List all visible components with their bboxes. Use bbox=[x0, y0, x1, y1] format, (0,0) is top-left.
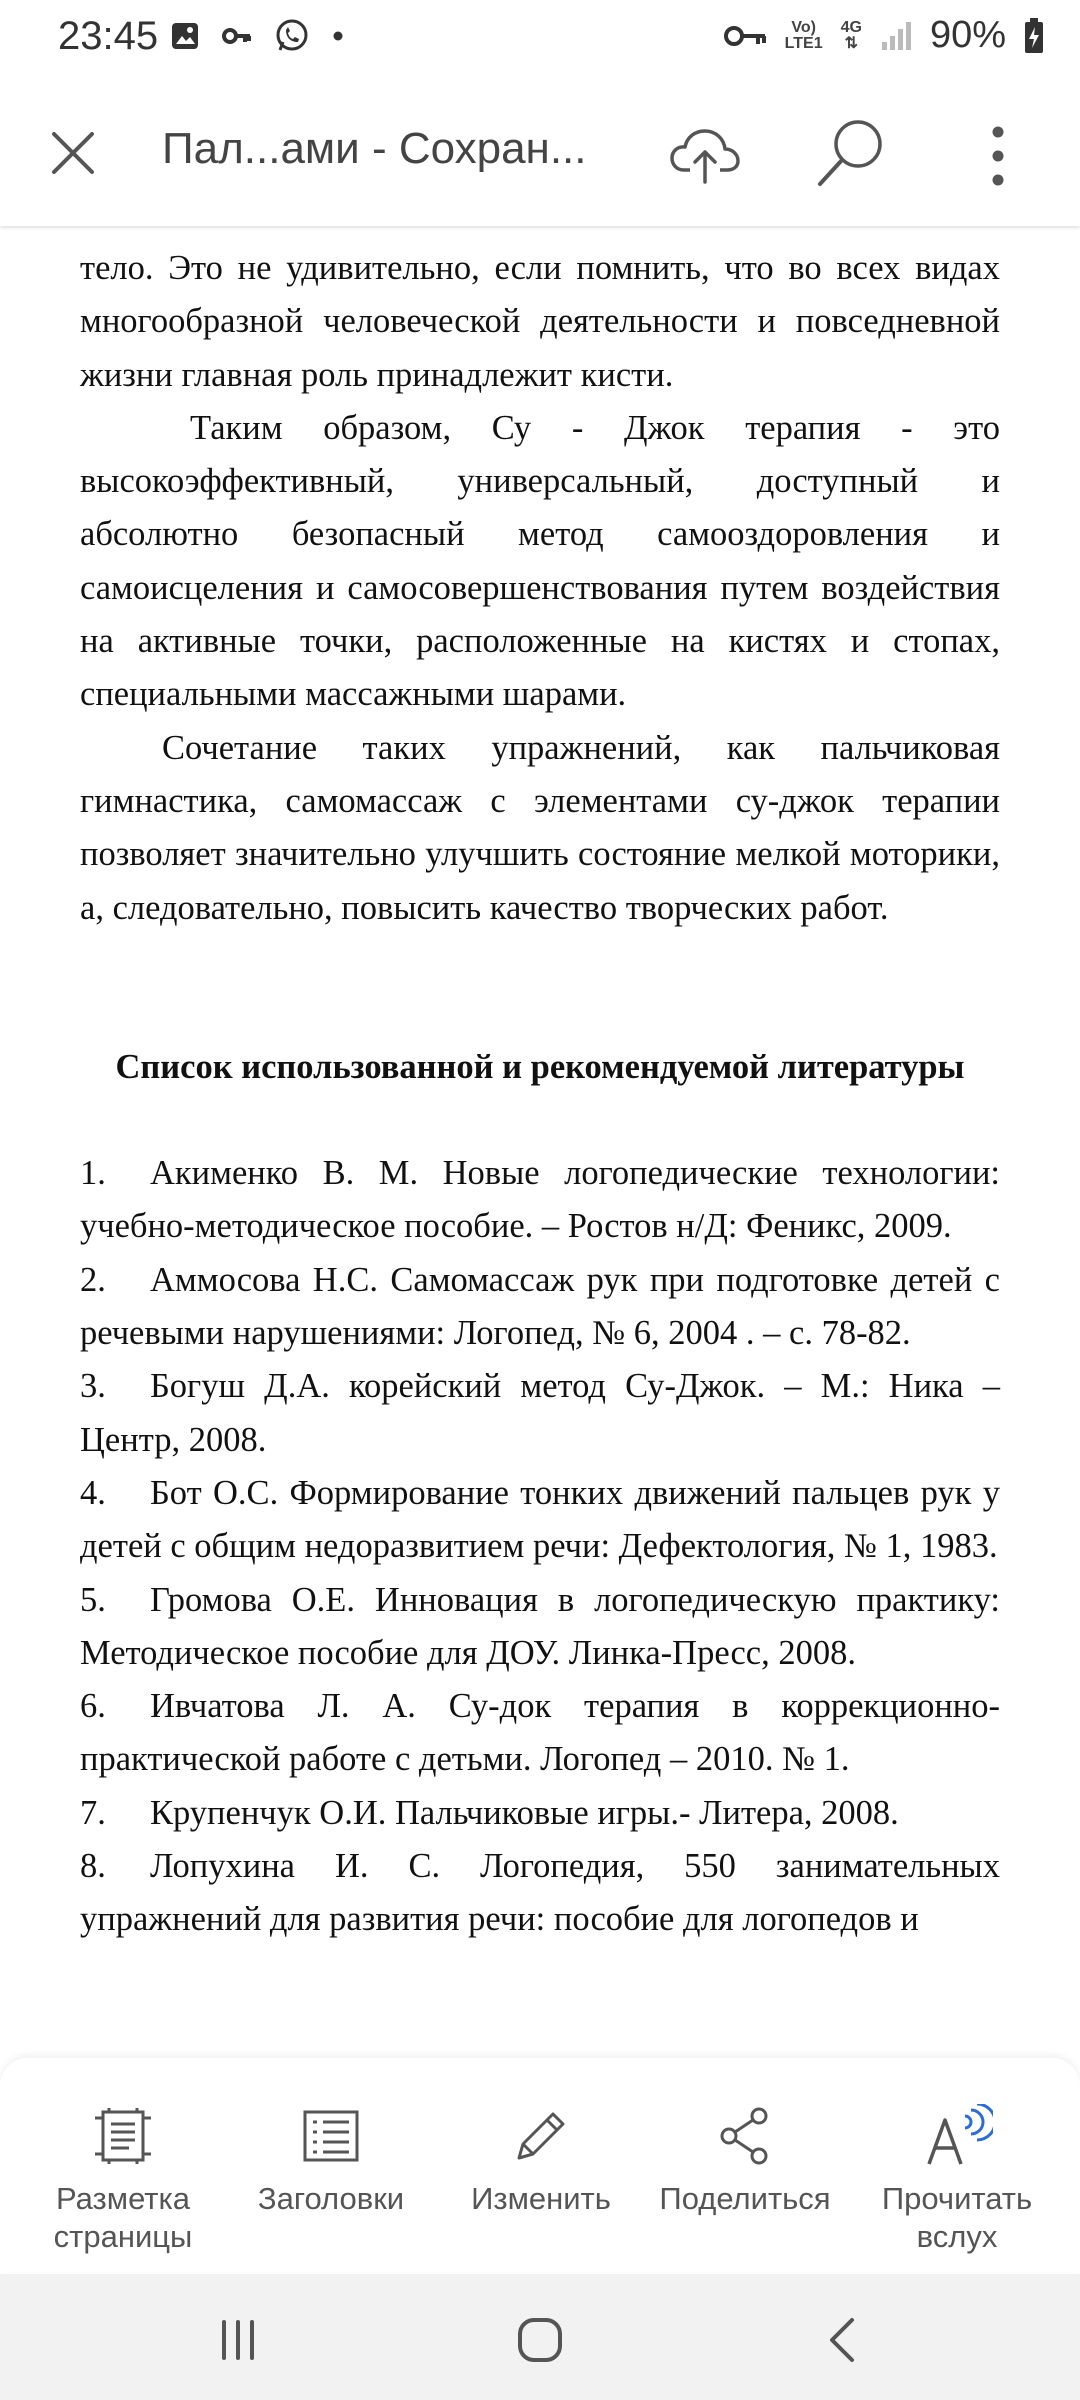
status-bar bbox=[0, 0, 1080, 80]
headings-icon bbox=[299, 2104, 363, 2168]
whatsapp-icon bbox=[274, 18, 310, 54]
headings-button[interactable] bbox=[226, 2104, 436, 2218]
references-list bbox=[80, 1147, 1000, 1946]
gallery-icon bbox=[170, 21, 200, 51]
share-label: Поделиться bbox=[659, 2181, 831, 2216]
list-item: 3. Богуш Д.А. корейский метод Су-Джок. – М.: Ника – Центр, 2008. bbox=[80, 1367, 1000, 1459]
status-time: 23:45 bbox=[58, 14, 159, 58]
read-aloud-icon bbox=[921, 2104, 993, 2168]
battery-percent: 90% bbox=[929, 14, 1006, 56]
share-icon bbox=[713, 2104, 777, 2168]
list-item: 2. Аммосова Н.С. Самомассаж рук при подготовке детей с речевыми нарушениями: Логопед, № 6, 2004 . – с. 78-82. bbox=[80, 1260, 1000, 1353]
recent-apps-icon[interactable] bbox=[210, 2312, 266, 2368]
list-item: 7. Крупенчук О.И. Пальчиковые игры.- Литера, 2008. bbox=[80, 1793, 899, 1832]
read-aloud-button[interactable] bbox=[852, 2104, 1062, 2256]
document-viewer[interactable] bbox=[0, 226, 1080, 2056]
share-button[interactable] bbox=[640, 2104, 850, 2218]
app-toolbar bbox=[0, 80, 1080, 226]
battery-charging-icon bbox=[1024, 18, 1044, 54]
paragraph: Таким образом, Су - Джок терапия - это высокоэффективный, универсальный, доступный и абсолютно безопасный метод самооздоровления и самоисцеления и самосовершенствования путем воздействия на активные точки, расположенные на кистях и стопах, специальными массажными шарами. bbox=[80, 408, 1000, 714]
more-options-icon[interactable] bbox=[974, 120, 1022, 192]
system-navigation-bar bbox=[0, 2274, 1080, 2400]
signal-icon bbox=[880, 20, 912, 52]
dot-icon bbox=[332, 30, 344, 42]
search-icon[interactable] bbox=[814, 116, 888, 190]
page-layout-button[interactable] bbox=[18, 2104, 228, 2256]
home-icon[interactable] bbox=[508, 2312, 572, 2368]
edit-button[interactable] bbox=[436, 2104, 646, 2218]
paragraph: тело. Это не удивительно, если помнить, что во всех видах многообразной человеческой деятельности и повседневной жизни главная роль принадлежит кисти. bbox=[80, 249, 1000, 394]
page-layout-icon bbox=[91, 2104, 155, 2168]
paragraph: Сочетание таких упражнений, как пальчиковая гимнастика, самомассаж с элементами су-джок терапии позволяет значительно улучшить состояние мелкой моторики, а, следовательно, повысить качество творческих работ. bbox=[80, 728, 1000, 927]
cloud-upload-icon[interactable] bbox=[668, 120, 742, 194]
list-item: 6. Ивчатова Л. А. Су-док терапия в коррекционно-практической работе с детьми. Логопед – 2010. № 1. bbox=[80, 1687, 1000, 1779]
list-item: 5. Громова О.Е. Инновация в логопедическую практику: Методическое пособие для ДОУ. Линка-Пресс, 2008. bbox=[80, 1580, 1000, 1672]
key-icon bbox=[222, 21, 252, 51]
headings-label: Заголовки bbox=[257, 2181, 405, 2216]
data-indicator: 4G ⇅ bbox=[840, 18, 862, 52]
page-layout-label: Разметка страницы bbox=[53, 2181, 193, 2254]
list-item: 1. Акименко В. М. Новые логопедические технологии: учебно-методическое пособие. – Ростов н/Д: Феникс, 2009. bbox=[80, 1154, 1000, 1246]
document-title[interactable]: Пал...ами - Сохран... bbox=[162, 124, 587, 173]
pencil-icon bbox=[509, 2104, 573, 2168]
read-aloud-label: Прочитать вслух bbox=[881, 2181, 1033, 2254]
bottom-action-bar bbox=[0, 2058, 1080, 2272]
back-icon[interactable] bbox=[816, 2312, 872, 2368]
list-item: 8. Лопухина И. С. Логопедия, 550 занимательных упражнений для развития речи: пособие для логопедов и bbox=[80, 1847, 1000, 1939]
close-icon[interactable] bbox=[40, 120, 106, 186]
edit-label: Изменить bbox=[471, 2181, 611, 2216]
status-right bbox=[723, 14, 1044, 57]
list-item: 4. Бот О.С. Формирование тонких движений пальцев рук у детей с общим недоразвитием речи: Дефектология, № 1, 1983. bbox=[80, 1473, 1000, 1566]
document-page bbox=[80, 242, 1000, 1947]
vpn-key-icon bbox=[723, 21, 767, 51]
network-label: Vo) LTE1 bbox=[784, 18, 823, 52]
references-heading: Список использованной и рекомендуемой литературы bbox=[115, 1047, 965, 1086]
notification-icons bbox=[170, 18, 344, 54]
